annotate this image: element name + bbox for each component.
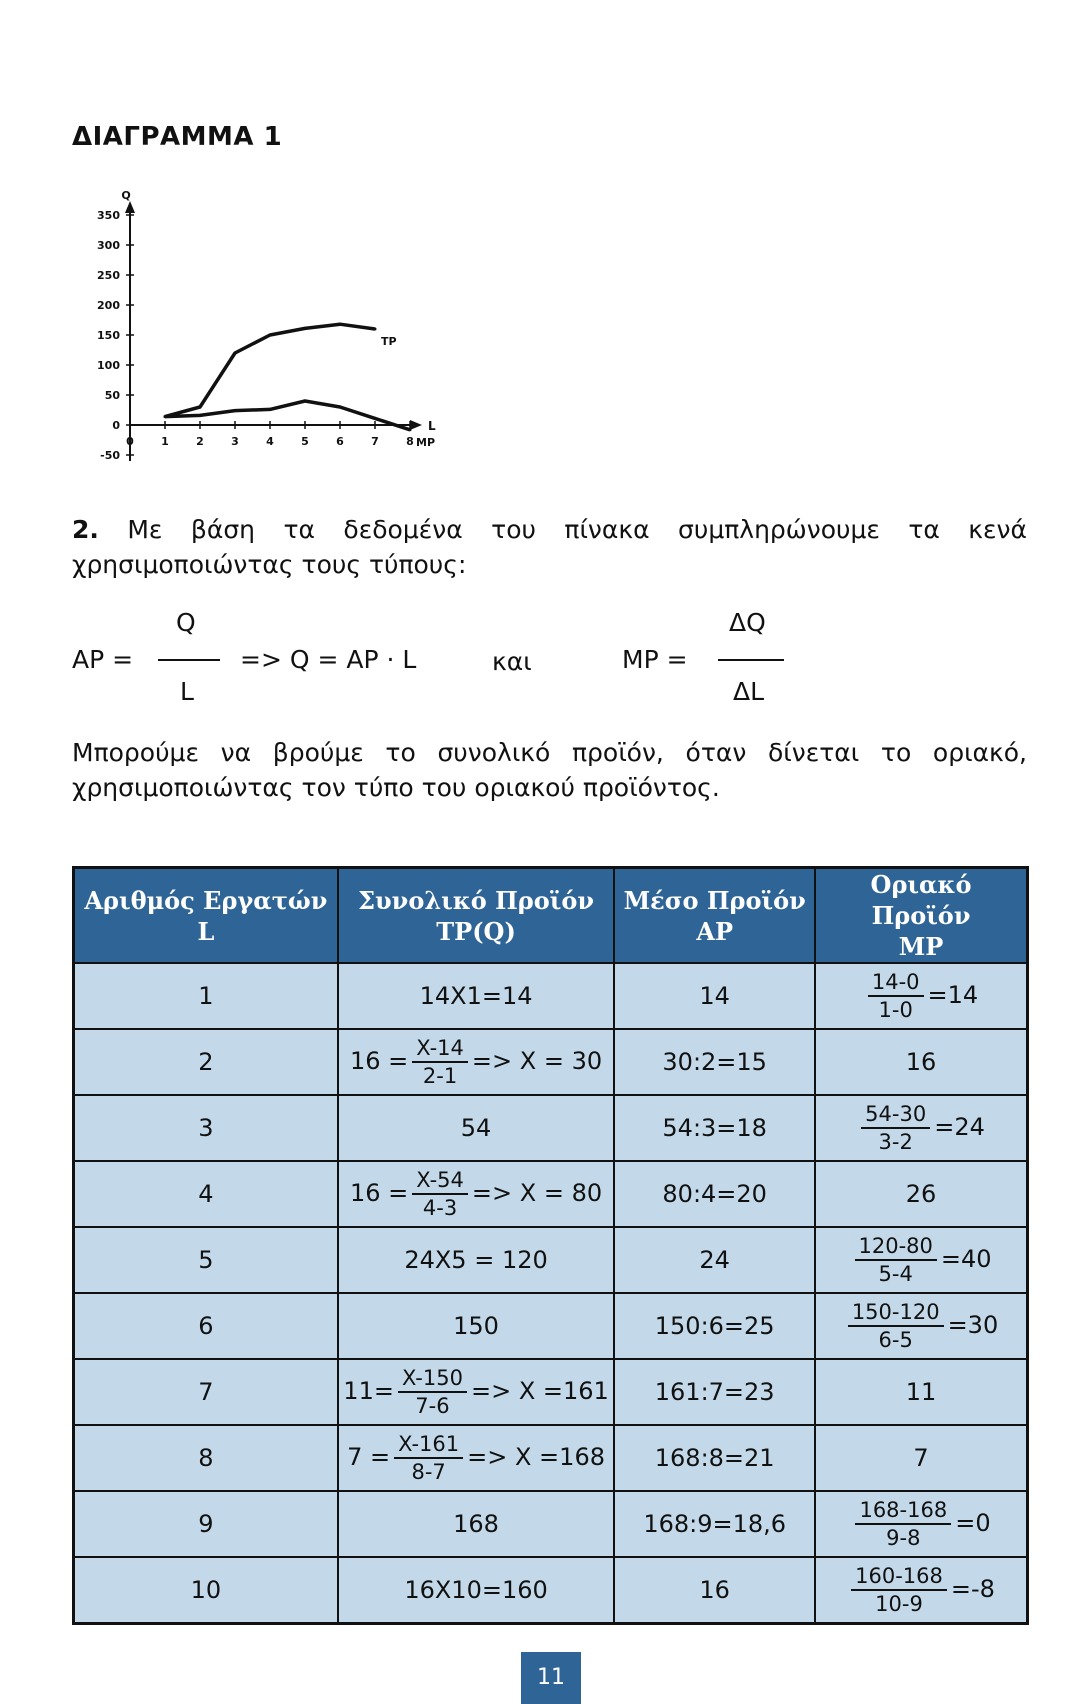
data-point-mp bbox=[374, 417, 377, 420]
data-point-mp bbox=[339, 406, 342, 409]
data-point-mp bbox=[164, 415, 167, 418]
cell-total-product: 24X5 = 120 bbox=[338, 1227, 615, 1293]
fraction-denominator: 7-6 bbox=[415, 1394, 450, 1418]
data-point-tp bbox=[234, 352, 237, 355]
header-title: Οριακό Προϊόν bbox=[870, 870, 972, 930]
fraction-denominator: 3-2 bbox=[878, 1130, 913, 1154]
cell-average-product: 14 bbox=[614, 963, 815, 1029]
cell-workers: 4 bbox=[74, 1161, 338, 1227]
tp-suffix: => X = 80 bbox=[471, 1179, 603, 1207]
cell-total-product: 14X1=14 bbox=[338, 963, 615, 1029]
x-tick-label: 2 bbox=[196, 435, 204, 448]
table-header-cell bbox=[815, 868, 1027, 964]
fraction bbox=[851, 1563, 947, 1617]
header-symbol: TP(Q) bbox=[436, 916, 516, 946]
mp-suffix: =14 bbox=[927, 981, 979, 1009]
cell-workers: 2 bbox=[74, 1029, 338, 1095]
ap-lhs: AP = bbox=[72, 645, 134, 674]
intro-number: 2. bbox=[72, 515, 99, 544]
y-tick-label: 50 bbox=[104, 389, 120, 402]
x-tick-label: 3 bbox=[231, 435, 239, 448]
table-header-cell bbox=[614, 868, 815, 964]
ap-fraction-bar bbox=[158, 659, 220, 661]
y-tick-label: 150 bbox=[97, 329, 120, 342]
cell-average-product: 24 bbox=[614, 1227, 815, 1293]
data-point-mp bbox=[269, 408, 272, 411]
fraction bbox=[868, 969, 924, 1023]
cell-marginal-product bbox=[815, 1293, 1027, 1359]
cell-workers: 6 bbox=[74, 1293, 338, 1359]
ap-result: => Q = AP · L bbox=[240, 645, 417, 674]
table-header-row bbox=[74, 868, 1028, 964]
header-symbol: MP bbox=[898, 932, 944, 961]
y-tick-label: 200 bbox=[97, 299, 120, 312]
cell-workers: 1 bbox=[74, 963, 338, 1029]
cell-workers: 8 bbox=[74, 1425, 338, 1491]
cell-total-product bbox=[338, 1359, 615, 1425]
fraction-numerator: 168-168 bbox=[855, 1497, 951, 1525]
cell-marginal-product bbox=[815, 1491, 1027, 1557]
ap-denominator: L bbox=[180, 677, 194, 706]
x-tick-label: 7 bbox=[371, 435, 379, 448]
series-line-tp bbox=[165, 324, 375, 416]
fraction-numerator: 160-168 bbox=[851, 1563, 947, 1591]
fraction bbox=[861, 1101, 930, 1155]
table-header-cell bbox=[74, 868, 338, 964]
data-point-mp bbox=[409, 428, 412, 431]
data-point-tp bbox=[304, 327, 307, 330]
mp-numerator: ΔQ bbox=[729, 608, 766, 637]
cell-marginal-product: 7 bbox=[815, 1425, 1027, 1491]
cell-marginal-product bbox=[815, 963, 1027, 1029]
cell-total-product: 16X10=160 bbox=[338, 1557, 615, 1624]
fraction-numerator: 120-80 bbox=[855, 1233, 937, 1261]
intro-text: Με βάση τα δεδομένα του πίνακα συμπληρώνουμε τα κενά χρησιμοποιώντας τους τύπους: bbox=[72, 515, 1027, 579]
table-row bbox=[74, 1227, 1028, 1293]
tp-prefix: 16 = bbox=[349, 1047, 409, 1075]
y-axis-arrow bbox=[125, 201, 135, 213]
cell-marginal-product bbox=[815, 1557, 1027, 1624]
cell-marginal-product: 26 bbox=[815, 1161, 1027, 1227]
fraction bbox=[412, 1035, 468, 1089]
mp-lhs: MP = bbox=[622, 645, 688, 674]
mp-suffix: =40 bbox=[940, 1245, 992, 1273]
series-label-mp: MP bbox=[416, 435, 436, 449]
fraction bbox=[394, 1431, 463, 1485]
series-label-tp: TP bbox=[381, 335, 397, 348]
fraction bbox=[398, 1365, 467, 1419]
tp-suffix: => X = 30 bbox=[471, 1047, 603, 1075]
cell-total-product: 168 bbox=[338, 1491, 615, 1557]
fraction-denominator: 9-8 bbox=[886, 1526, 921, 1550]
table-row bbox=[74, 1029, 1028, 1095]
cell-marginal-product bbox=[815, 1227, 1027, 1293]
tp-prefix: 11= bbox=[343, 1377, 394, 1405]
header-symbol: L bbox=[197, 916, 215, 946]
x-tick-label: 6 bbox=[336, 435, 344, 448]
table-row bbox=[74, 1359, 1028, 1425]
table-row bbox=[74, 1161, 1028, 1227]
y-tick-label: 300 bbox=[97, 239, 120, 252]
mp-fraction-bar bbox=[718, 659, 784, 661]
cell-workers: 3 bbox=[74, 1095, 338, 1161]
diagram-title: ΔΙΑΓΡΑΜΜΑ 1 bbox=[72, 122, 283, 152]
data-point-mp bbox=[199, 414, 202, 417]
cell-marginal-product: 11 bbox=[815, 1359, 1027, 1425]
fraction-numerator: X-54 bbox=[412, 1167, 468, 1195]
ap-numerator: Q bbox=[176, 608, 196, 637]
fraction bbox=[848, 1299, 944, 1353]
table-header-cell bbox=[338, 868, 615, 964]
cell-average-product: 150:6=25 bbox=[614, 1293, 815, 1359]
cell-average-product: 54:3=18 bbox=[614, 1095, 815, 1161]
cell-total-product bbox=[338, 1029, 615, 1095]
y-tick-label: 250 bbox=[97, 269, 120, 282]
cell-total-product bbox=[338, 1161, 615, 1227]
y-tick-label: 350 bbox=[97, 209, 120, 222]
table-row bbox=[74, 1491, 1028, 1557]
y-tick-label: -50 bbox=[100, 449, 120, 462]
fraction-denominator: 8-7 bbox=[411, 1460, 446, 1484]
table-row bbox=[74, 1557, 1028, 1624]
fraction-numerator: X-14 bbox=[412, 1035, 468, 1063]
cell-workers: 9 bbox=[74, 1491, 338, 1557]
mp-suffix: =24 bbox=[934, 1113, 985, 1141]
table-row bbox=[74, 1425, 1028, 1491]
x-tick-label: 8 bbox=[406, 435, 414, 448]
cell-average-product: 161:7=23 bbox=[614, 1359, 815, 1425]
formula-conjunction: και bbox=[492, 647, 532, 676]
fraction-denominator: 10-9 bbox=[875, 1592, 923, 1616]
mp-denominator: ΔL bbox=[733, 677, 765, 706]
y-tick-label: 100 bbox=[97, 359, 120, 372]
cell-workers: 5 bbox=[74, 1227, 338, 1293]
x-tick-label: 5 bbox=[301, 435, 309, 448]
cell-workers: 7 bbox=[74, 1359, 338, 1425]
cell-total-product bbox=[338, 1425, 615, 1491]
data-point-mp bbox=[304, 400, 307, 403]
mp-suffix: =-8 bbox=[950, 1575, 995, 1603]
header-symbol: AP bbox=[696, 916, 734, 946]
fraction-numerator: 150-120 bbox=[848, 1299, 944, 1327]
y-tick-label: 0 bbox=[112, 419, 120, 432]
mp-suffix: =30 bbox=[947, 1311, 999, 1339]
x-tick-label: 1 bbox=[161, 435, 169, 448]
cell-average-product: 16 bbox=[614, 1557, 815, 1624]
diagram-chart bbox=[70, 170, 490, 480]
fraction-denominator: 1-0 bbox=[878, 998, 913, 1022]
fraction-numerator: 14-0 bbox=[868, 969, 924, 997]
fraction-denominator: 2-1 bbox=[422, 1064, 458, 1088]
cell-marginal-product bbox=[815, 1095, 1027, 1161]
fraction-numerator: X-150 bbox=[398, 1365, 467, 1393]
cell-average-product: 168:9=18,6 bbox=[614, 1491, 815, 1557]
cell-average-product: 30:2=15 bbox=[614, 1029, 815, 1095]
cell-marginal-product: 16 bbox=[815, 1029, 1027, 1095]
cell-average-product: 168:8=21 bbox=[614, 1425, 815, 1491]
table-row bbox=[74, 1293, 1028, 1359]
fraction-numerator: 54-30 bbox=[861, 1101, 930, 1129]
fraction-denominator: 5-4 bbox=[878, 1262, 913, 1286]
tp-prefix: 16 = bbox=[349, 1179, 409, 1207]
x-tick-label: 0 bbox=[126, 435, 134, 448]
header-title: Αριθμός Εργατών bbox=[84, 885, 328, 915]
tp-suffix: => X =168 bbox=[467, 1443, 605, 1471]
x-tick-label: 4 bbox=[266, 435, 274, 448]
intro-paragraph bbox=[72, 512, 1027, 582]
cell-total-product: 150 bbox=[338, 1293, 615, 1359]
table-row bbox=[74, 1095, 1028, 1161]
tp-prefix: 7 = bbox=[347, 1443, 391, 1471]
note-paragraph: Μπορούμε να βρούμε το συνολικό προϊόν, όταν δίνεται το οριακό, χρησιμοποιώντας τον τύπο του οριακού προϊόντος. bbox=[72, 738, 1027, 802]
fraction-denominator: 4-3 bbox=[422, 1196, 458, 1220]
header-title: Συνολικό Προϊόν bbox=[358, 885, 595, 915]
x-axis-arrow bbox=[410, 420, 422, 430]
fraction bbox=[412, 1167, 468, 1221]
data-point-tp bbox=[339, 323, 342, 326]
header-title: Μέσο Προϊόν bbox=[623, 885, 806, 915]
data-point-tp bbox=[374, 328, 377, 331]
x-axis-label: L bbox=[428, 419, 436, 433]
fraction bbox=[855, 1497, 951, 1551]
cell-workers: 10 bbox=[74, 1557, 338, 1624]
mp-suffix: =0 bbox=[955, 1509, 991, 1537]
product-table bbox=[72, 866, 1029, 1625]
fraction-numerator: X-161 bbox=[394, 1431, 463, 1459]
data-point-tp bbox=[199, 406, 202, 409]
fraction-denominator: 6-5 bbox=[878, 1328, 913, 1352]
data-point-mp bbox=[234, 409, 237, 412]
cell-average-product: 80:4=20 bbox=[614, 1161, 815, 1227]
y-axis-label: Q bbox=[121, 189, 131, 202]
data-point-tp bbox=[269, 334, 272, 337]
cell-total-product: 54 bbox=[338, 1095, 615, 1161]
page-number: 11 bbox=[521, 1652, 581, 1704]
table-row bbox=[74, 963, 1028, 1029]
tp-suffix: => X =161 bbox=[470, 1377, 609, 1405]
fraction bbox=[855, 1233, 937, 1287]
